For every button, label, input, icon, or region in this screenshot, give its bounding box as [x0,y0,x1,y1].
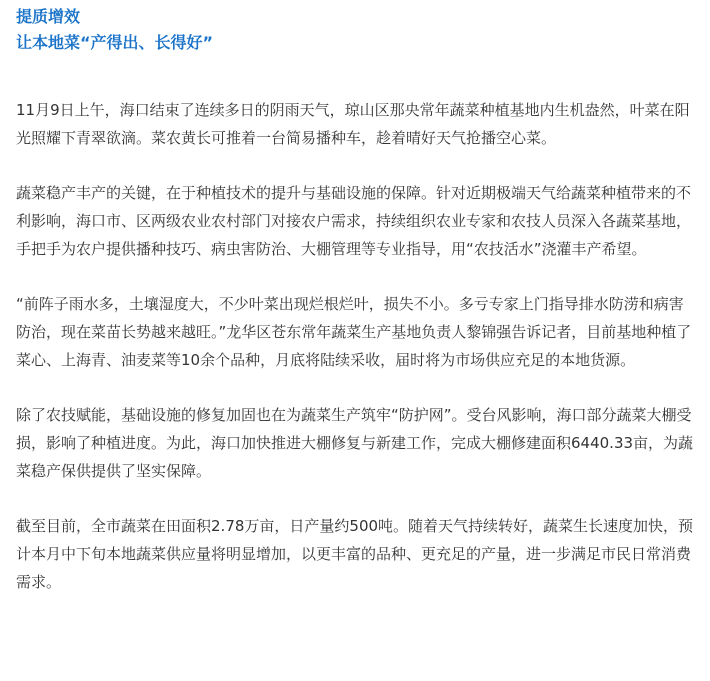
paragraph-1: 11月9日上午，海口结束了连续多日的阴雨天气，琼山区那央常年蔬菜种植基地内生机盎然，叶菜在阳光照耀下青翠欲滴。菜农黄长可推着一台简易播种车，趁着晴好天气抢播空心菜。 [16,101,690,147]
section-title: 提质增效 [16,7,81,26]
section-subtitle: 让本地菜“产得出、长得好” [16,33,214,52]
paragraph-5: 截至目前，全市蔬菜在田面积2.78万亩，日产量约500吨。随着天气持续转好，蔬菜生长速度加快，预计本月中下旬本地蔬菜供应量将明显增加，以更丰富的品种、更充足的产量，进一步满足市民日常消费需求。 [16,517,694,591]
paragraph-4: 除了农技赋能，基础设施的修复加固也在为蔬菜生产筑牢“防护网”。受台风影响，海口部分蔬菜大棚受损，影响了种植进度。为此，海口加快推进大棚修复与新建工作，完成大棚修建面积6440.33亩，为蔬菜稳产保供提供了坚实保障。 [16,406,694,480]
paragraph-3: “前阵子雨水多，土壤湿度大，不少叶菜出现烂根烂叶，损失不小。多亏专家上门指导排水防涝和病害防治，现在菜苗长势越来越旺。”龙华区苍东常年蔬菜生产基地负责人黎锦强告诉记者，目前基地种植了菜心、上海青、油麦菜等10余个品种，月底将陆续采收，届时将为市场供应充足的本地货源。 [16,295,692,369]
paragraph-2: 蔬菜稳产丰产的关键，在于种植技术的提升与基础设施的保障。针对近期极端天气给蔬菜种植带来的不利影响，海口市、区两级农业农村部门对接农户需求，持续组织农业专家和农技人员深入各蔬菜基地，手把手为农户提供播种技巧、病虫害防治、大棚管理等专业指导，用“农技活水”浇灌丰产希望。 [16,184,692,258]
